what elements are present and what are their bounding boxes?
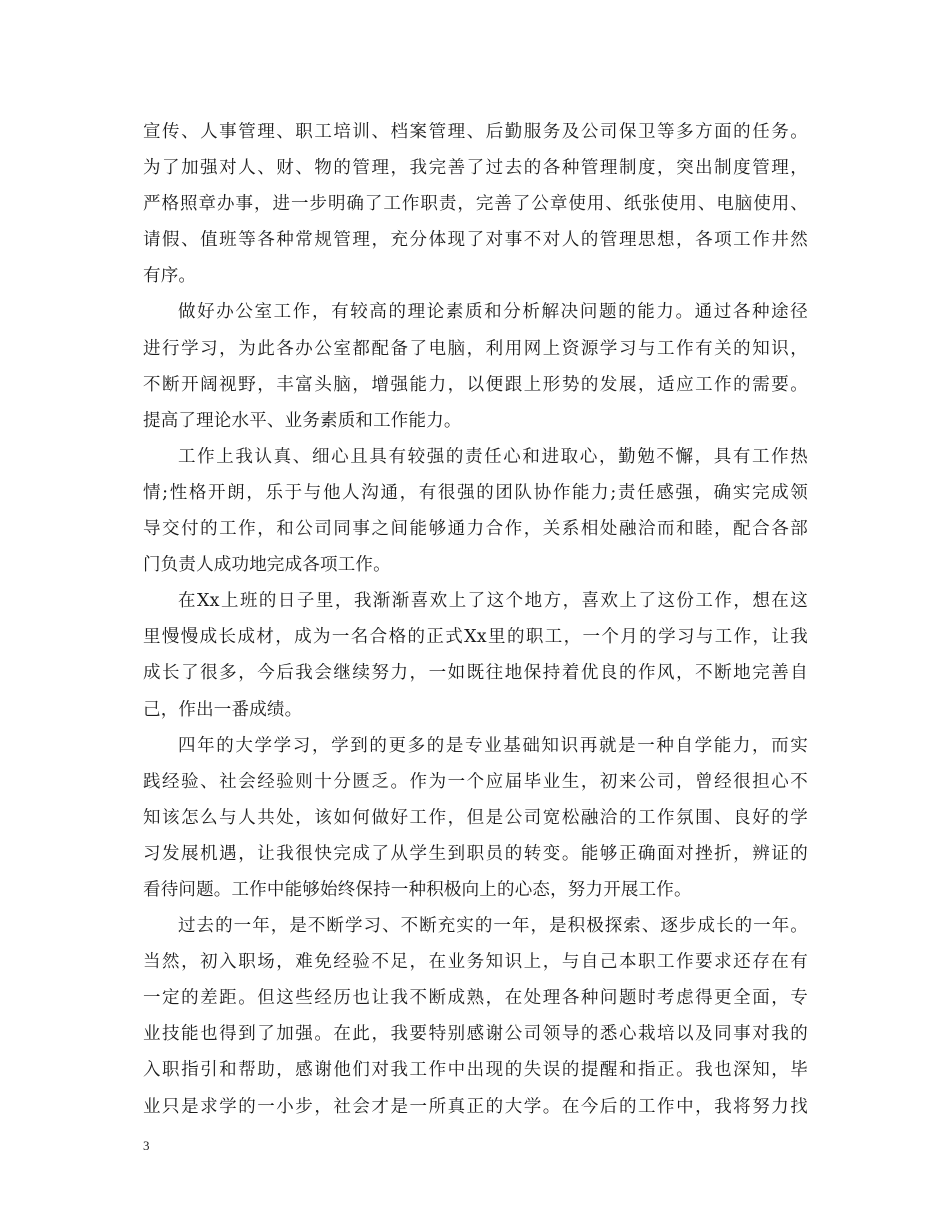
text-line: 成长了很多，今后我会继续努力，一如既往地保持着优良的作风，不断地完善自	[143, 663, 808, 684]
text-line: 一定的差距。但这些经历也让我不断成熟，在处理各种问题时考虑得更全面，专	[143, 988, 808, 1009]
text-line: 请假、值班等各种常规管理，充分体现了对事不对人的管理思想，各项工作井然	[143, 230, 808, 251]
paragraph-first-line: 在Xx上班的日子里，我渐渐喜欢上了这个地方，喜欢上了这份工作，想在这	[178, 591, 808, 612]
text-line: 看待问题。工作中能够始终保持一种积极向上的心态，努力开展工作。	[143, 879, 692, 900]
paragraph-first-line: 过去的一年，是不断学习、不断充实的一年，是积极探索、逐步成长的一年。	[178, 916, 808, 937]
text-line: 情;性格开朗，乐于与他人沟通，有很强的团队协作能力;责任感强，确实完成领	[143, 482, 808, 503]
text-line: 当然，初入职场，难免经验不足，在业务知识上，与自己本职工作要求还存在有	[143, 952, 808, 973]
text-line: 践经验、社会经验则十分匮乏。作为一个应届毕业生，初来公司，曾经很担心不	[143, 771, 808, 792]
text-line: 为了加强对人、财、物的管理，我完善了过去的各种管理制度，突出制度管理，	[143, 158, 808, 179]
text-line: 习发展机遇，让我很快完成了从学生到职员的转变。能够正确面对挫折，辨证的	[143, 843, 808, 864]
page-number: 3	[143, 1138, 150, 1153]
text-line: 己，作出一番成绩。	[143, 699, 303, 720]
text-line: 有序。	[143, 266, 197, 287]
text-line: 导交付的工作，和公司同事之间能够通力合作，关系相处融洽而和睦，配合各部	[143, 519, 808, 540]
text-line: 门负责人成功地完成各项工作。	[143, 555, 391, 576]
document-body	[143, 114, 808, 1125]
text-line: 里慢慢成长成材，成为一名合格的正式Xx里的职工，一个月的学习与工作，让我	[143, 627, 808, 648]
text-line: 提高了理论水平、业务素质和工作能力。	[143, 410, 462, 431]
text-line: 业技能也得到了加强。在此，我要特别感谢公司领导的悉心栽培以及同事对我的	[143, 1024, 808, 1045]
paragraph-first-line: 四年的大学学习，学到的更多的是专业基础知识再就是一种自学能力，而实	[178, 735, 808, 756]
text-line: 入职指引和帮助，感谢他们对我工作中出现的失误的提醒和指正。我也深知，毕	[143, 1060, 808, 1081]
text-line: 进行学习，为此各办公室都配备了电脑，利用网上资源学习与工作有关的知识，	[143, 338, 808, 359]
text-line: 严格照章办事，进一步明确了工作职责，完善了公章使用、纸张使用、电脑使用、	[143, 194, 808, 215]
text-line: 宣传、人事管理、职工培训、档案管理、后勤服务及公司保卫等多方面的任务。	[143, 122, 808, 142]
paragraph-first-line: 工作上我认真、细心且具有较强的责任心和进取心，勤勉不懈，具有工作热	[178, 446, 808, 467]
text-line: 不断开阔视野，丰富头脑，增强能力，以便跟上形势的发展，适应工作的需要。	[143, 374, 808, 395]
paragraph-first-line: 做好办公室工作，有较高的理论素质和分析解决问题的能力。通过各种途径	[178, 302, 808, 323]
text-line: 知该怎么与人共处，该如何做好工作，但是公司宽松融洽的工作氛围、良好的学	[143, 807, 808, 828]
text-line: 业只是求学的一小步，社会才是一所真正的大学。在今后的工作中，我将努力找	[143, 1096, 808, 1117]
